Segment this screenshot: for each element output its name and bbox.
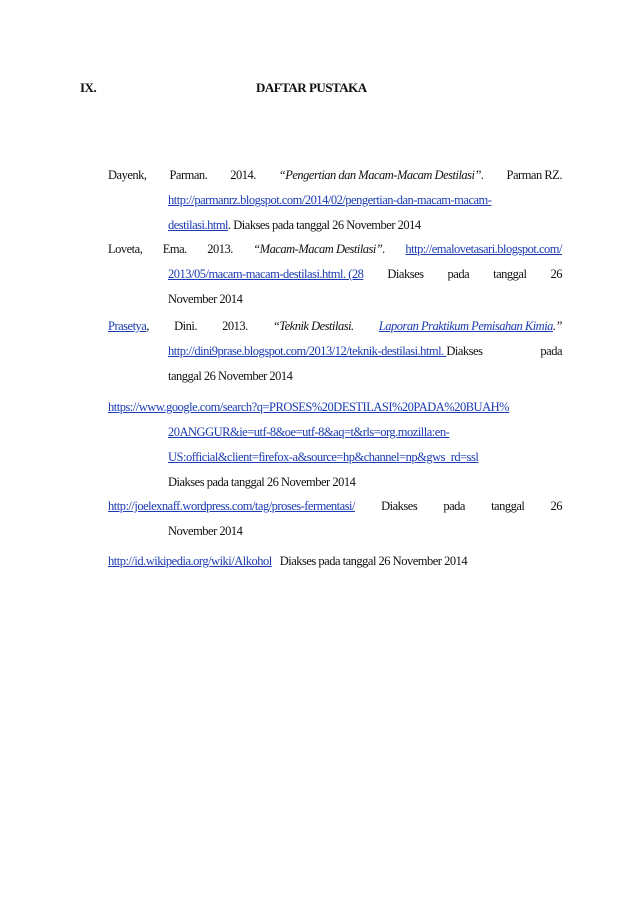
reference-dayenk bbox=[108, 167, 562, 242]
reference-link[interactable]: http://id.wikipedia.org/wiki/Alkohol bbox=[108, 554, 272, 568]
reference-link[interactable]: http://joelexnaff.wordpress.com/tag/proses-fermentasi/ bbox=[108, 499, 355, 513]
reference-line bbox=[168, 449, 562, 474]
reference-wikipedia bbox=[108, 553, 562, 578]
reference-line: http://dini9prase.blogspot.com/2013/12/teknik-destilasi.html. Diakses pada bbox=[168, 344, 562, 358]
reference-link[interactable]: destilasi.html bbox=[168, 218, 229, 232]
reference-link[interactable]: https://www.google.com/search?q=PROSES%20DESTILASI%20PADA%20BUAH% bbox=[108, 400, 510, 414]
reference-line: Diakses pada tanggal 26 November 2014 bbox=[168, 475, 356, 489]
reference-line bbox=[168, 192, 562, 217]
reference-link[interactable]: http://emalovetasari.blogspot.com/ bbox=[405, 242, 562, 256]
reference-google bbox=[108, 399, 562, 499]
reference-line: 2013/05/macam-macam-destilasi.html. (28 Diakses pada tanggal 26 bbox=[168, 266, 562, 291]
reference-line: November 2014 bbox=[168, 292, 243, 306]
section-title: DAFTAR PUSTAKA bbox=[256, 80, 367, 95]
reference-link[interactable]: 2013/05/macam-macam-destilasi.html. (28 bbox=[168, 267, 364, 281]
reference-title: “Teknik Destilasi. bbox=[272, 319, 354, 333]
reference-joelexnaff bbox=[108, 498, 562, 548]
reference-link[interactable]: Laporan Praktikum Pemisahan Kimia bbox=[378, 319, 553, 333]
reference-link[interactable]: US:official&client=firefox-a&source=hp&channel=np&gws_rd=ssl bbox=[168, 450, 479, 464]
reference-prasetya bbox=[108, 318, 562, 393]
reference-link[interactable]: 20ANGGUR&ie=utf-8&oe=utf-8&aq=t&rls=org.mozilla:en- bbox=[168, 425, 450, 439]
reference-link[interactable]: http://parmanrz.blogspot.com/2014/02/pengertian-dan-macam-macam- bbox=[168, 193, 492, 207]
reference-line: destilasi.html. Diakses pada tanggal 26 November 2014 bbox=[168, 218, 421, 232]
author-link[interactable]: Prasetya bbox=[108, 319, 147, 333]
reference-line: http://joelexnaff.wordpress.com/tag/proses-fermentasi/ Diakses pada tanggal 26 bbox=[108, 498, 562, 523]
reference-title: “Pengertian dan Macam-Macam Destilasi”. bbox=[278, 168, 484, 182]
reference-title: “Macam-Macam Destilasi”. bbox=[253, 242, 385, 256]
reference-line: November 2014 bbox=[168, 524, 243, 538]
reference-line: tanggal 26 November 2014 bbox=[168, 369, 293, 383]
reference-loveta bbox=[108, 241, 562, 316]
reference-line bbox=[108, 399, 562, 424]
reference-link[interactable]: http://dini9prase.blogspot.com/2013/12/teknik-destilasi.html. bbox=[168, 344, 447, 358]
reference-line: Prasetya, Dini. 2013. “Teknik Destilasi. Laporan Praktikum Pemisahan Kimia.” bbox=[108, 318, 562, 343]
reference-line bbox=[168, 424, 562, 449]
reference-line: Loveta, Ema. 2013. “Macam-Macam Destilasi”. http://emalovetasari.blogspot.com/ bbox=[108, 241, 562, 266]
reference-line: Dayenk, Parman. 2014. “Pengertian dan Macam-Macam Destilasi”. Parman RZ. bbox=[108, 167, 562, 192]
reference-line: http://id.wikipedia.org/wiki/Alkohol Diakses pada tanggal 26 November 2014 bbox=[108, 554, 468, 568]
section-number: IX. bbox=[80, 80, 97, 95]
